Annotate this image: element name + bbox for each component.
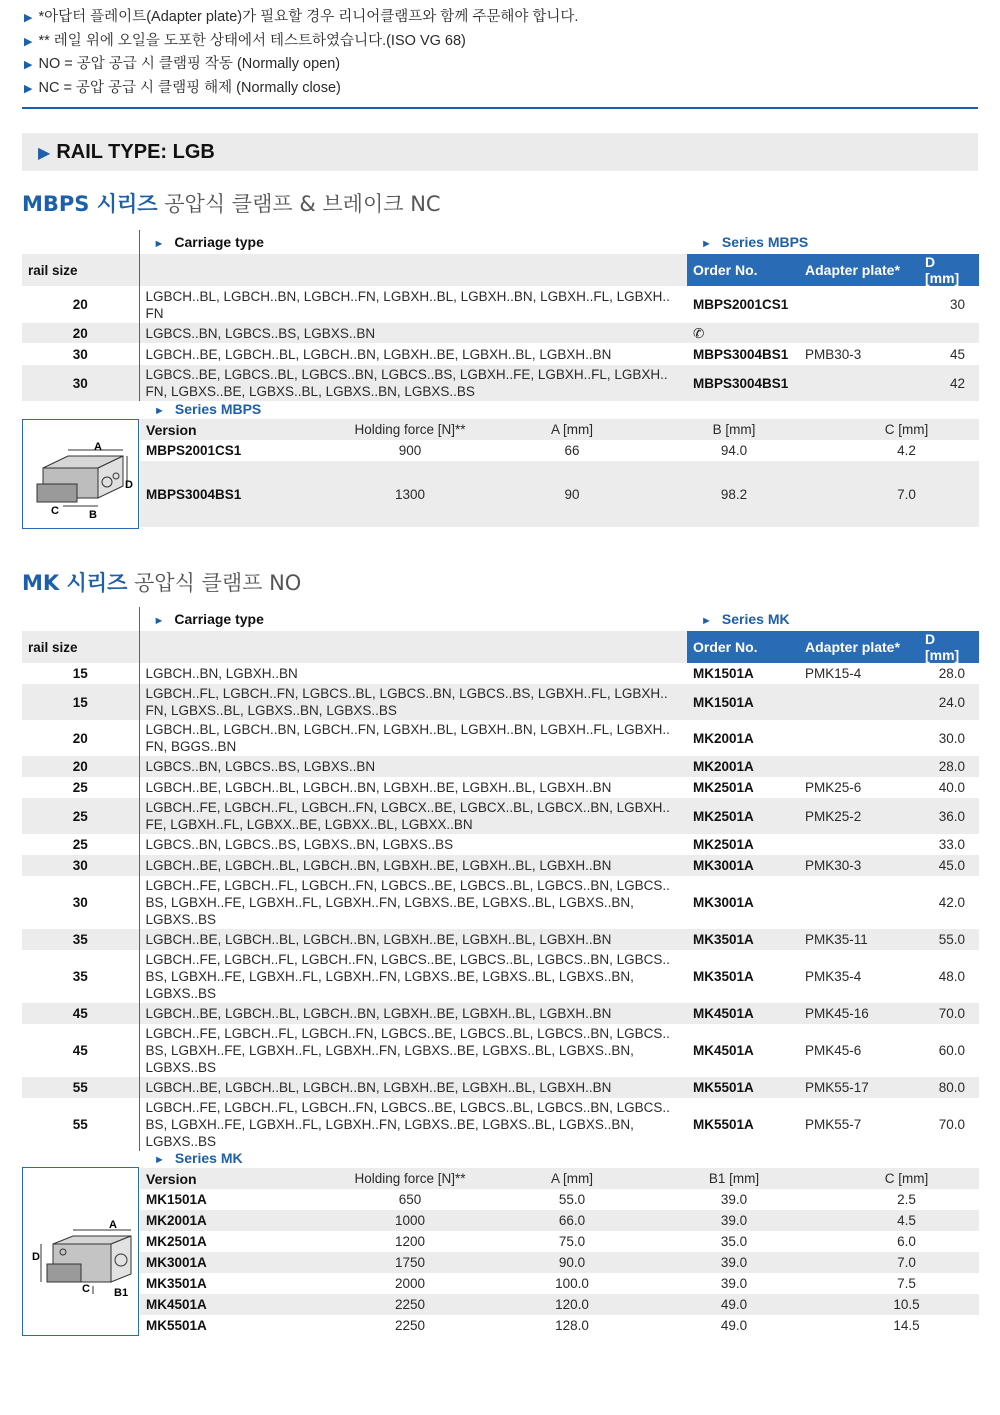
version-cell: MK2501A: [146, 1234, 207, 1249]
holding-force-cell: 900: [398, 443, 422, 458]
svg-text:C: C: [82, 1283, 90, 1295]
c-mm-cell: 7.0: [834, 1252, 979, 1273]
rail-size-cell: 30: [72, 346, 88, 362]
d-mm-cell: 45.0: [919, 855, 979, 876]
carriage-type-cell: LGBCH..BE, LGBCH..BL, LGBCH..BN, LGBXH..BE, LGBXH..BL, LGBXH..BN: [139, 1077, 687, 1098]
mbps-dimension-diagram: [22, 419, 139, 529]
order-no-cell: MK4501A: [687, 1003, 799, 1024]
carriage-type-cell: LGBCS..BN, LGBCS..BS, LGBXS..BN, LGBXS..BS: [139, 834, 687, 855]
table-row: [22, 343, 979, 365]
carriage-type-cell: LGBCH..FL, LGBCH..FN, LGBCS..BL, LGBCS..BN, LGBCS..BS, LGBXH..FL, LGBXH.. FN, LGBXS..BL, LGBXS..BN, LGBXS..BS: [139, 684, 687, 720]
order-no-cell: MK2501A: [693, 780, 754, 795]
a-mm-cell: 66: [564, 443, 580, 458]
version-cell: MK1501A: [146, 1192, 207, 1207]
carriage-type-cell: LGBCH..BE, LGBCH..BL, LGBCH..BN, LGBXH..BE, LGBXH..BL, LGBXH..BN: [139, 1003, 687, 1024]
holding-force-cell: 1750: [310, 1252, 510, 1273]
carriage-type-cell: LGBCH..BE, LGBCH..BL, LGBCH..BN, LGBXH..BE, LGBXH..BL, LGBXH..BN: [139, 343, 687, 365]
adapter-plate-cell: [799, 834, 919, 855]
mbps-spec-table: ► Series MBPS Version Holding force [N]** A [mm] B [mm] C [mm] MBPS2001CS1 900 66 94.0 4.2 MBPS3004BS1 1300 90 98.2 7.0: [140, 398, 979, 527]
version-cell: MBPS2001CS1: [146, 443, 242, 458]
header-row: ► Carriage type ► Series MK: [22, 607, 979, 631]
svg-text:D: D: [32, 1251, 40, 1263]
svg-text:A: A: [109, 1219, 117, 1231]
adapter-plate-cell: PMK25-6: [805, 780, 862, 795]
order-no-cell: MK5501A: [687, 1077, 799, 1098]
rail-size-cell: 45: [72, 1043, 88, 1058]
order-no-cell: MK3501A: [693, 969, 754, 984]
rail-size-cell: 55: [22, 1077, 139, 1098]
a-mm-cell: 66.0: [510, 1210, 634, 1231]
rail-size-cell: 35: [22, 929, 139, 950]
rail-size-cell: 15: [72, 666, 88, 681]
order-no-cell: MK2001A: [693, 730, 754, 746]
c-mm-cell: 6.0: [897, 1234, 916, 1249]
adapter-plate-cell: [799, 756, 919, 777]
version-cell: MK3001A: [140, 1252, 310, 1273]
rail-size-cell: 20: [72, 730, 88, 746]
table-row: [22, 323, 979, 343]
mbps-carriage-table: [22, 230, 979, 401]
order-no-cell: MK3501A: [687, 929, 799, 950]
adapter-plate-cell: [799, 876, 919, 929]
svg-text:B: B: [89, 509, 97, 521]
d-mm-cell: 24.0: [919, 684, 979, 720]
svg-text:B1: B1: [114, 1287, 129, 1299]
holding-force-cell: 1200: [394, 1234, 426, 1249]
holding-force-cell: 2000: [394, 1276, 426, 1291]
table-row: [22, 950, 979, 1003]
triangle-icon: ►: [701, 238, 712, 250]
b-mm-cell: 49.0: [634, 1294, 834, 1315]
divider: [22, 107, 978, 109]
c-mm-cell: 4.5: [834, 1210, 979, 1231]
rail-size-cell: 15: [22, 684, 139, 720]
c-mm-cell: 7.0: [834, 461, 979, 527]
rail-size-cell: 25: [72, 837, 88, 852]
carriage-type-cell: LGBCH..FE, LGBCH..FL, LGBCH..FN, LGBCS..BE, LGBCS..BL, LGBCS..BN, LGBCS.. BS, LGBXH..FE, LGBXH..FL, LGBXH..FN, LGBXS..BE, LGBXS..BL, LGBXS..BN, LGBXS..BS: [139, 950, 687, 1003]
rail-size-cell: 20: [72, 297, 88, 312]
carriage-type-cell: LGBCH..FE, LGBCH..FL, LGBCH..FN, LGBCS..BE, LGBCS..BL, LGBCS..BN, LGBCS.. BS, LGBXH..FE, LGBXH..FL, LGBXH..FN, LGBXS..BE, LGBXS..BL, LGBXS..BN, LGBXS..BS: [139, 876, 687, 929]
table-row: [22, 365, 979, 401]
holding-force-cell: 2250: [310, 1294, 510, 1315]
order-no-cell: MK2501A: [693, 837, 754, 852]
d-mm-cell: 55.0: [919, 929, 979, 950]
d-mm-cell: 80.0: [919, 1077, 979, 1098]
carriage-type-cell: LGBCH..FE, LGBCH..FL, LGBCH..FN, LGBCS..BE, LGBCS..BL, LGBCS..BN, LGBCS.. BS, LGBXH..FE, LGBXH..FL, LGBXH..FN, LGBXS..BE, LGBXS..BL, LGBXS..BN, LGBXS..BS: [139, 1098, 687, 1151]
b-mm-cell: 98.2: [634, 461, 834, 527]
adapter-plate-cell: [799, 323, 919, 343]
d-mm-cell: 42.0: [938, 895, 966, 910]
mk-spec-table: ► Series MK Version Holding force [N]** A [mm] B1 [mm] C [mm] MK1501A 650 55.0 39.0 2.5 MK2001A 1000 66.0 39.0 4.5 MK2501A 1200 75.0 35.0 6.0 MK3001A 1750 90.0 39.0 7.0 MK3501A 2000 100.0 39.0 7.5 MK4501A 2250 120.0 49.0 10.5 MK5501A 2250 128.0 49.0 14.5: [140, 1147, 979, 1336]
adapter-plate-cell: PMB30-3: [805, 346, 862, 362]
order-no-cell: MK2501A: [687, 798, 799, 834]
carriage-type-cell: LGBCH..BE, LGBCH..BL, LGBCH..BN, LGBXH..BE, LGBXH..BL, LGBXH..BN: [139, 777, 687, 798]
order-no-cell: MK3001A: [693, 895, 754, 910]
note-3: ▶ NO = 공압 공급 시 클램핑 작동 (Normally open): [24, 56, 341, 73]
adapter-plate-cell: PMK25-2: [799, 798, 919, 834]
carriage-type-cell: LGBCS..BN, LGBCS..BS, LGBXS..BN: [139, 756, 687, 777]
d-mm-cell: 42: [919, 365, 979, 401]
rail-size-cell: 20: [22, 756, 139, 777]
c-mm-cell: 7.5: [897, 1276, 916, 1291]
adapter-plate-cell: [799, 684, 919, 720]
table-row: [22, 286, 979, 323]
order-no-cell: MK2001A: [687, 756, 799, 777]
table-row: [22, 684, 979, 720]
order-no-cell: ✆: [687, 323, 799, 343]
d-mm-cell: 60.0: [938, 1043, 966, 1058]
d-mm-cell: 45: [949, 346, 965, 362]
carriage-type-cell: LGBCS..BN, LGBCS..BS, LGBXS..BN: [139, 323, 687, 343]
triangle-icon: ►: [153, 615, 165, 627]
spec-row: [140, 1294, 979, 1315]
table-row: [22, 1098, 979, 1151]
rail-size-cell: 55: [72, 1117, 88, 1132]
table-row: [22, 798, 979, 834]
c-mm-cell: 2.5: [897, 1192, 916, 1207]
clamp-diagram-icon: [23, 1168, 138, 1335]
d-mm-cell: 30: [949, 297, 965, 312]
carriage-type-cell: LGBCH..BL, LGBCH..BN, LGBCH..FN, LGBXH..BL, LGBXH..BN, LGBXH..FL, LGBXH.. FN, BGGS..BN: [139, 720, 687, 756]
version-cell: MK5501A: [146, 1318, 207, 1333]
holding-force-cell: 1300: [310, 461, 510, 527]
order-no-cell: MBPS2001CS1: [693, 297, 789, 312]
d-mm-cell: 36.0: [919, 798, 979, 834]
d-mm-cell: 40.0: [938, 780, 966, 795]
carriage-type-cell: LGBCS..BE, LGBCS..BL, LGBCS..BN, LGBCS..BS, LGBXH..FE, LGBXH..FL, LGBXH.. FN, LGBXS..BE, LGBXS..BL, LGBXS..BN, LGBXS..BS: [139, 365, 687, 401]
table-row: [22, 929, 979, 950]
table-row: [22, 834, 979, 855]
a-mm-cell: 55.0: [558, 1192, 586, 1207]
adapter-plate-cell: PMK55-7: [805, 1117, 862, 1132]
spec-row: [140, 1210, 979, 1231]
spec-row: [140, 440, 979, 461]
spec-row: [140, 1315, 979, 1336]
a-mm-cell: 75.0: [558, 1234, 586, 1249]
a-mm-cell: 128.0: [555, 1318, 589, 1333]
version-cell: MK3501A: [146, 1276, 207, 1291]
triangle-icon: ▶: [24, 82, 33, 95]
svg-text:A: A: [94, 441, 102, 453]
d-mm-cell: 28.0: [919, 756, 979, 777]
d-mm-cell: 70.0: [919, 1003, 979, 1024]
order-no-cell: MK1501A: [687, 684, 799, 720]
column-header-row: rail size Order No. Adapter plate* D [mm]: [22, 631, 979, 663]
svg-text:D: D: [125, 479, 133, 491]
table-row: [22, 1077, 979, 1098]
mk-title: MK 시리즈 공압식 클램프 NO: [22, 571, 302, 595]
a-mm-cell: 90: [510, 461, 634, 527]
b-mm-cell: 94.0: [720, 443, 748, 458]
adapter-plate-cell: PMK55-17: [799, 1077, 919, 1098]
b-mm-cell: 39.0: [634, 1252, 834, 1273]
adapter-plate-cell: [799, 720, 919, 756]
b-mm-cell: 39.0: [634, 1210, 834, 1231]
spec-header-row: Version Holding force [N]** A [mm] B1 [mm] C [mm]: [140, 1168, 979, 1189]
table-row: [22, 1024, 979, 1077]
spec-row: [140, 1273, 979, 1294]
spec-header-row: Version Holding force [N]** A [mm] B [mm] C [mm]: [140, 419, 979, 440]
rail-size-cell: 45: [22, 1003, 139, 1024]
mk-dimension-diagram: [22, 1167, 139, 1336]
version-cell: MBPS3004BS1: [140, 461, 310, 527]
d-mm-cell: 48.0: [938, 969, 966, 984]
a-mm-cell: 90.0: [510, 1252, 634, 1273]
note-1: ▶ *아답터 플레이트(Adapter plate)가 필요할 경우 리니어클램프와 함께 주문해야 합니다.: [24, 9, 579, 25]
note-2: ▶ ** 레일 위에 오일을 도포한 상태에서 테스트하였습니다.(ISO VG 68): [24, 32, 466, 49]
triangle-icon: ►: [701, 615, 712, 627]
table-row: [22, 663, 979, 684]
d-mm-cell: [919, 323, 979, 343]
rail-size-cell: 30: [72, 895, 88, 910]
a-mm-cell: 100.0: [555, 1276, 589, 1291]
adapter-plate-cell: PMK30-3: [799, 855, 919, 876]
spec-row: [140, 1231, 979, 1252]
mbps-title: MBPS 시리즈 공압식 클램프 & 브레이크 NC: [22, 192, 441, 216]
table-row: [22, 777, 979, 798]
mk-carriage-table: [22, 607, 979, 1151]
adapter-plate-cell: [799, 286, 919, 323]
carriage-type-cell: LGBCH..BE, LGBCH..BL, LGBCH..BN, LGBXH..BE, LGBXH..BL, LGBXH..BN: [139, 929, 687, 950]
d-mm-cell: 30.0: [938, 730, 966, 746]
triangle-icon: ▶: [24, 35, 33, 48]
clamp-diagram-icon: [23, 420, 138, 528]
spec-row: [140, 1189, 979, 1210]
table-row: [22, 1003, 979, 1024]
b-mm-cell: 39.0: [720, 1276, 748, 1291]
triangle-icon: ►: [153, 238, 165, 250]
order-no-cell: MK1501A: [693, 666, 754, 681]
d-mm-cell: 33.0: [938, 837, 966, 852]
notes: [24, 6, 578, 100]
table-row: [22, 855, 979, 876]
adapter-plate-cell: PMK45-16: [799, 1003, 919, 1024]
triangle-icon: ►: [154, 404, 165, 417]
table-row: [22, 876, 979, 929]
adapter-plate-cell: [799, 365, 919, 401]
rail-size-cell: 30: [22, 855, 139, 876]
carriage-type-cell: LGBCH..BL, LGBCH..BN, LGBCH..FN, LGBXH..BL, LGBXH..BN, LGBXH..FL, LGBXH.. FN: [139, 286, 687, 323]
note-4: ▶ NC = 공압 공급 시 클램핑 해제 (Normally close): [24, 79, 341, 96]
order-no-cell: MK5501A: [693, 1117, 754, 1132]
table-row: [22, 756, 979, 777]
carriage-type-cell: LGBCH..BN, LGBXH..BN: [139, 663, 687, 684]
rail-size-cell: 20: [22, 323, 139, 343]
rail-type-bar: ▶ RAIL TYPE: LGB: [22, 133, 978, 171]
rail-size-cell: 30: [22, 365, 139, 401]
header-row: ► Carriage type ► Series MBPS: [22, 230, 979, 254]
holding-force-cell: 1000: [310, 1210, 510, 1231]
adapter-plate-cell: PMK45-6: [805, 1043, 862, 1058]
adapter-plate-cell: PMK35-4: [805, 969, 862, 984]
column-header-row: rail size Order No. Adapter plate* D [mm]: [22, 254, 979, 286]
b-mm-cell: 35.0: [720, 1234, 748, 1249]
c-mm-cell: 10.5: [834, 1294, 979, 1315]
b-mm-cell: 39.0: [720, 1192, 748, 1207]
b-mm-cell: 49.0: [720, 1318, 748, 1333]
version-cell: MK2001A: [140, 1210, 310, 1231]
c-mm-cell: 4.2: [897, 443, 916, 458]
order-no-cell: MBPS3004BS1: [693, 346, 789, 362]
carriage-type-cell: LGBCH..BE, LGBCH..BL, LGBCH..BN, LGBXH..BE, LGBXH..BL, LGBXH..BN: [139, 855, 687, 876]
adapter-plate-cell: PMK35-11: [799, 929, 919, 950]
c-mm-cell: 14.5: [893, 1318, 920, 1333]
d-mm-cell: 28.0: [938, 666, 966, 681]
carriage-type-cell: LGBCH..FE, LGBCH..FL, LGBCH..FN, LGBCX..BE, LGBCX..BL, LGBCX..BN, LGBXH.. FE, LGBXH..FL, LGBXX..BE, LGBXX..BL, LGBXX..BN: [139, 798, 687, 834]
order-no-cell: MK3001A: [687, 855, 799, 876]
order-no-cell: MK4501A: [693, 1043, 754, 1058]
spec-row: [140, 1252, 979, 1273]
adapter-plate-cell: PMK15-4: [805, 666, 862, 681]
spec-row: [140, 461, 979, 527]
triangle-icon: ▶: [24, 59, 33, 72]
rail-size-cell: 25: [72, 780, 88, 795]
carriage-type-cell: LGBCH..FE, LGBCH..FL, LGBCH..FN, LGBCS..BE, LGBCS..BL, LGBCS..BN, LGBCS.. BS, LGBXH..FE, LGBXH..FL, LGBXH..FN, LGBXS..BE, LGBXS..BL, LGBXS..BN, LGBXS..BS: [139, 1024, 687, 1077]
svg-text:C: C: [51, 505, 59, 517]
holding-force-cell: 650: [398, 1192, 422, 1207]
rail-size-cell: 25: [22, 798, 139, 834]
version-cell: MK4501A: [140, 1294, 310, 1315]
rail-size-cell: 35: [72, 969, 88, 984]
triangle-icon: ▶: [38, 145, 51, 162]
a-mm-cell: 120.0: [510, 1294, 634, 1315]
d-mm-cell: 70.0: [938, 1117, 966, 1132]
triangle-icon: ▶: [24, 12, 33, 24]
table-row: [22, 720, 979, 756]
triangle-icon: ►: [154, 1153, 165, 1166]
holding-force-cell: 2250: [394, 1318, 426, 1333]
order-no-cell: MBPS3004BS1: [687, 365, 799, 401]
